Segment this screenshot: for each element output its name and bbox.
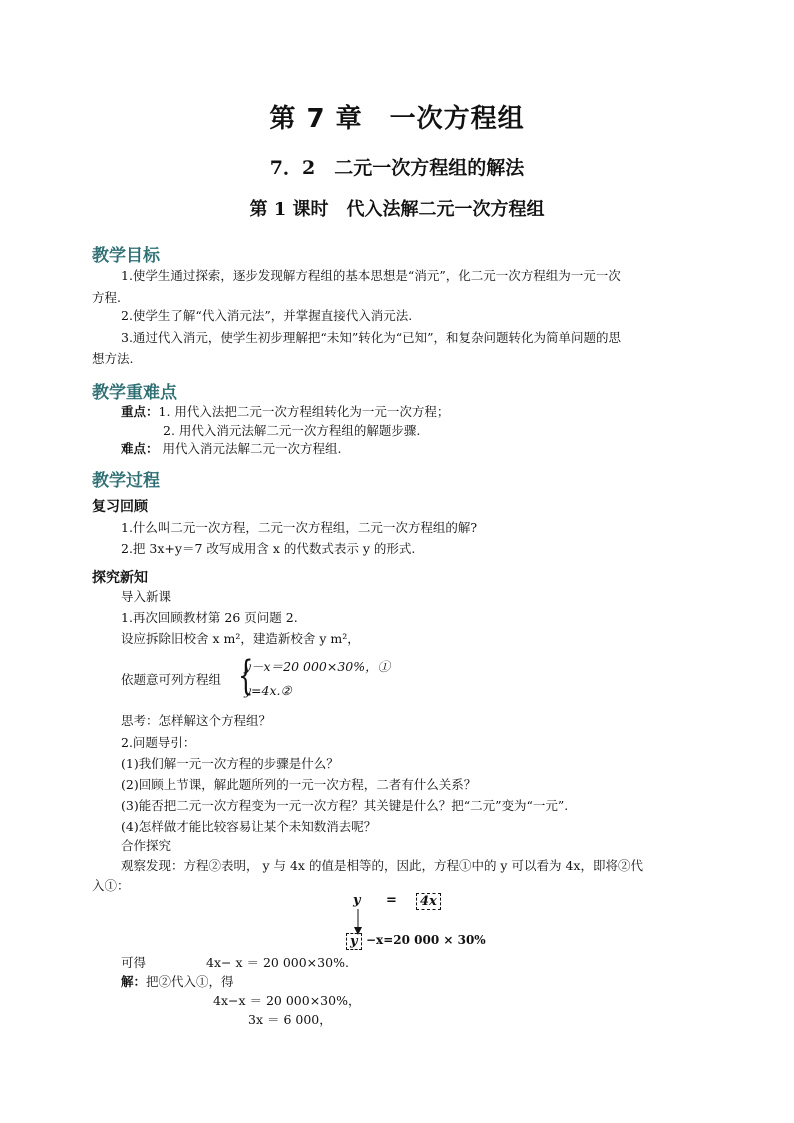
difficulty-text: 用代入消元法解二元一次方程组. — [158, 441, 342, 456]
key-point-2: 2. 用代入消元法解二元一次方程组的解题步骤. — [163, 423, 421, 438]
guide-q2: (2)回顾上节课，解此题所列的一元一次方程，二者有什么关系？ — [121, 777, 477, 792]
explore-line-1: 1.再次回顾教材第 26 页问题 2. — [121, 610, 298, 625]
diagram-4x-box: 4x — [416, 893, 441, 910]
diagram-y-box: y — [346, 933, 362, 950]
guide-heading: 2.问题导引： — [121, 735, 196, 750]
goal-item-1: 1.使学生通过探索，逐步发现解方程组的基本思想是“消元”，化二元一次方程组为一元一次 — [121, 268, 621, 283]
key-label: 重点： — [121, 404, 159, 419]
left-brace: { — [238, 653, 254, 699]
diagram-arrow — [352, 908, 364, 936]
solution-line — [121, 974, 234, 990]
equation-2: y=4x.② — [244, 683, 292, 698]
solution-label: 解： — [121, 974, 147, 989]
solution-step-1: 4x−x ＝ 20 000×30%， — [213, 993, 361, 1008]
diagram-equals: = — [386, 893, 397, 908]
keypoints-heading: 教学重难点 — [92, 383, 177, 403]
guide-q3: (3)能否把二元一次方程变为一元一次方程？其关键是什么？把“二元”变为“一元”. — [121, 798, 569, 813]
get-equation: 4x− x ＝ 20 000×30%. — [206, 955, 349, 970]
observation-line: 观察发现：方程②表明， y 与 4x 的值是相等的，因此，方程①中的 y 可以看为 4x，即将②代 — [121, 858, 643, 873]
review-q1: 1.什么叫二元一次方程，二元一次方程组，二元一次方程组的解? — [121, 520, 478, 535]
review-q2: 2.把 3x+y＝7 改写成用含 x 的代数式表示 y 的形式. — [121, 541, 416, 556]
coop-heading: 合作探究 — [121, 838, 172, 853]
equation-1: y－x＝20 000×30%，① — [244, 659, 391, 674]
goal-item-1-cont: 方程. — [92, 290, 121, 305]
chapter-title: 第 7 章 一次方程组 — [269, 104, 525, 134]
explore-intro: 导入新课 — [121, 589, 172, 604]
guide-q1: (1)我们解一元一次方程的步骤是什么？ — [121, 756, 339, 771]
key-point-1-text: 1. 用代入法把二元一次方程组转化为一元一次方程； — [158, 404, 450, 419]
system-label: 依题意可列方程组 — [121, 672, 222, 687]
process-heading: 教学过程 — [92, 471, 160, 491]
goals-heading: 教学目标 — [92, 246, 160, 266]
solution-step-2: 3x ＝ 6 000， — [248, 1012, 332, 1027]
goal-item-3: 3.通过代入消元，使学生初步理解把“未知”转化为“已知”，和复杂问题转化为简单问题的思 — [121, 330, 621, 345]
solution-text: 把②代入①，得 — [146, 974, 234, 989]
think-line: 思考：怎样解这个方程组？ — [121, 713, 272, 728]
diagram-y: y — [353, 893, 361, 908]
explore-line-2: 设应拆除旧校舍 x m²，建造新校舍 y m²， — [121, 631, 360, 646]
goal-item-3-cont: 想方法. — [92, 351, 134, 366]
review-heading: 复习回顾 — [92, 499, 148, 515]
get-label: 可得 — [121, 955, 147, 970]
goal-item-2: 2.使学生了解“代入消元法”，并掌握直接代入消元法. — [121, 308, 413, 323]
observation-cont: 入①： — [92, 878, 130, 893]
difficulty-label: 难点： — [121, 441, 159, 456]
guide-q4: (4)怎样做才能比较容易让某个未知数消去呢？ — [121, 819, 377, 834]
section-title: 7．2 二元一次方程组的解法 — [269, 157, 525, 179]
lesson-title: 第 1 课时 代入法解二元一次方程组 — [249, 199, 545, 220]
explore-heading: 探究新知 — [92, 570, 148, 586]
difficulty — [121, 441, 341, 457]
key-point-1 — [121, 404, 449, 420]
diagram-equation-rest: −x=20 000 × 30% — [366, 933, 486, 947]
